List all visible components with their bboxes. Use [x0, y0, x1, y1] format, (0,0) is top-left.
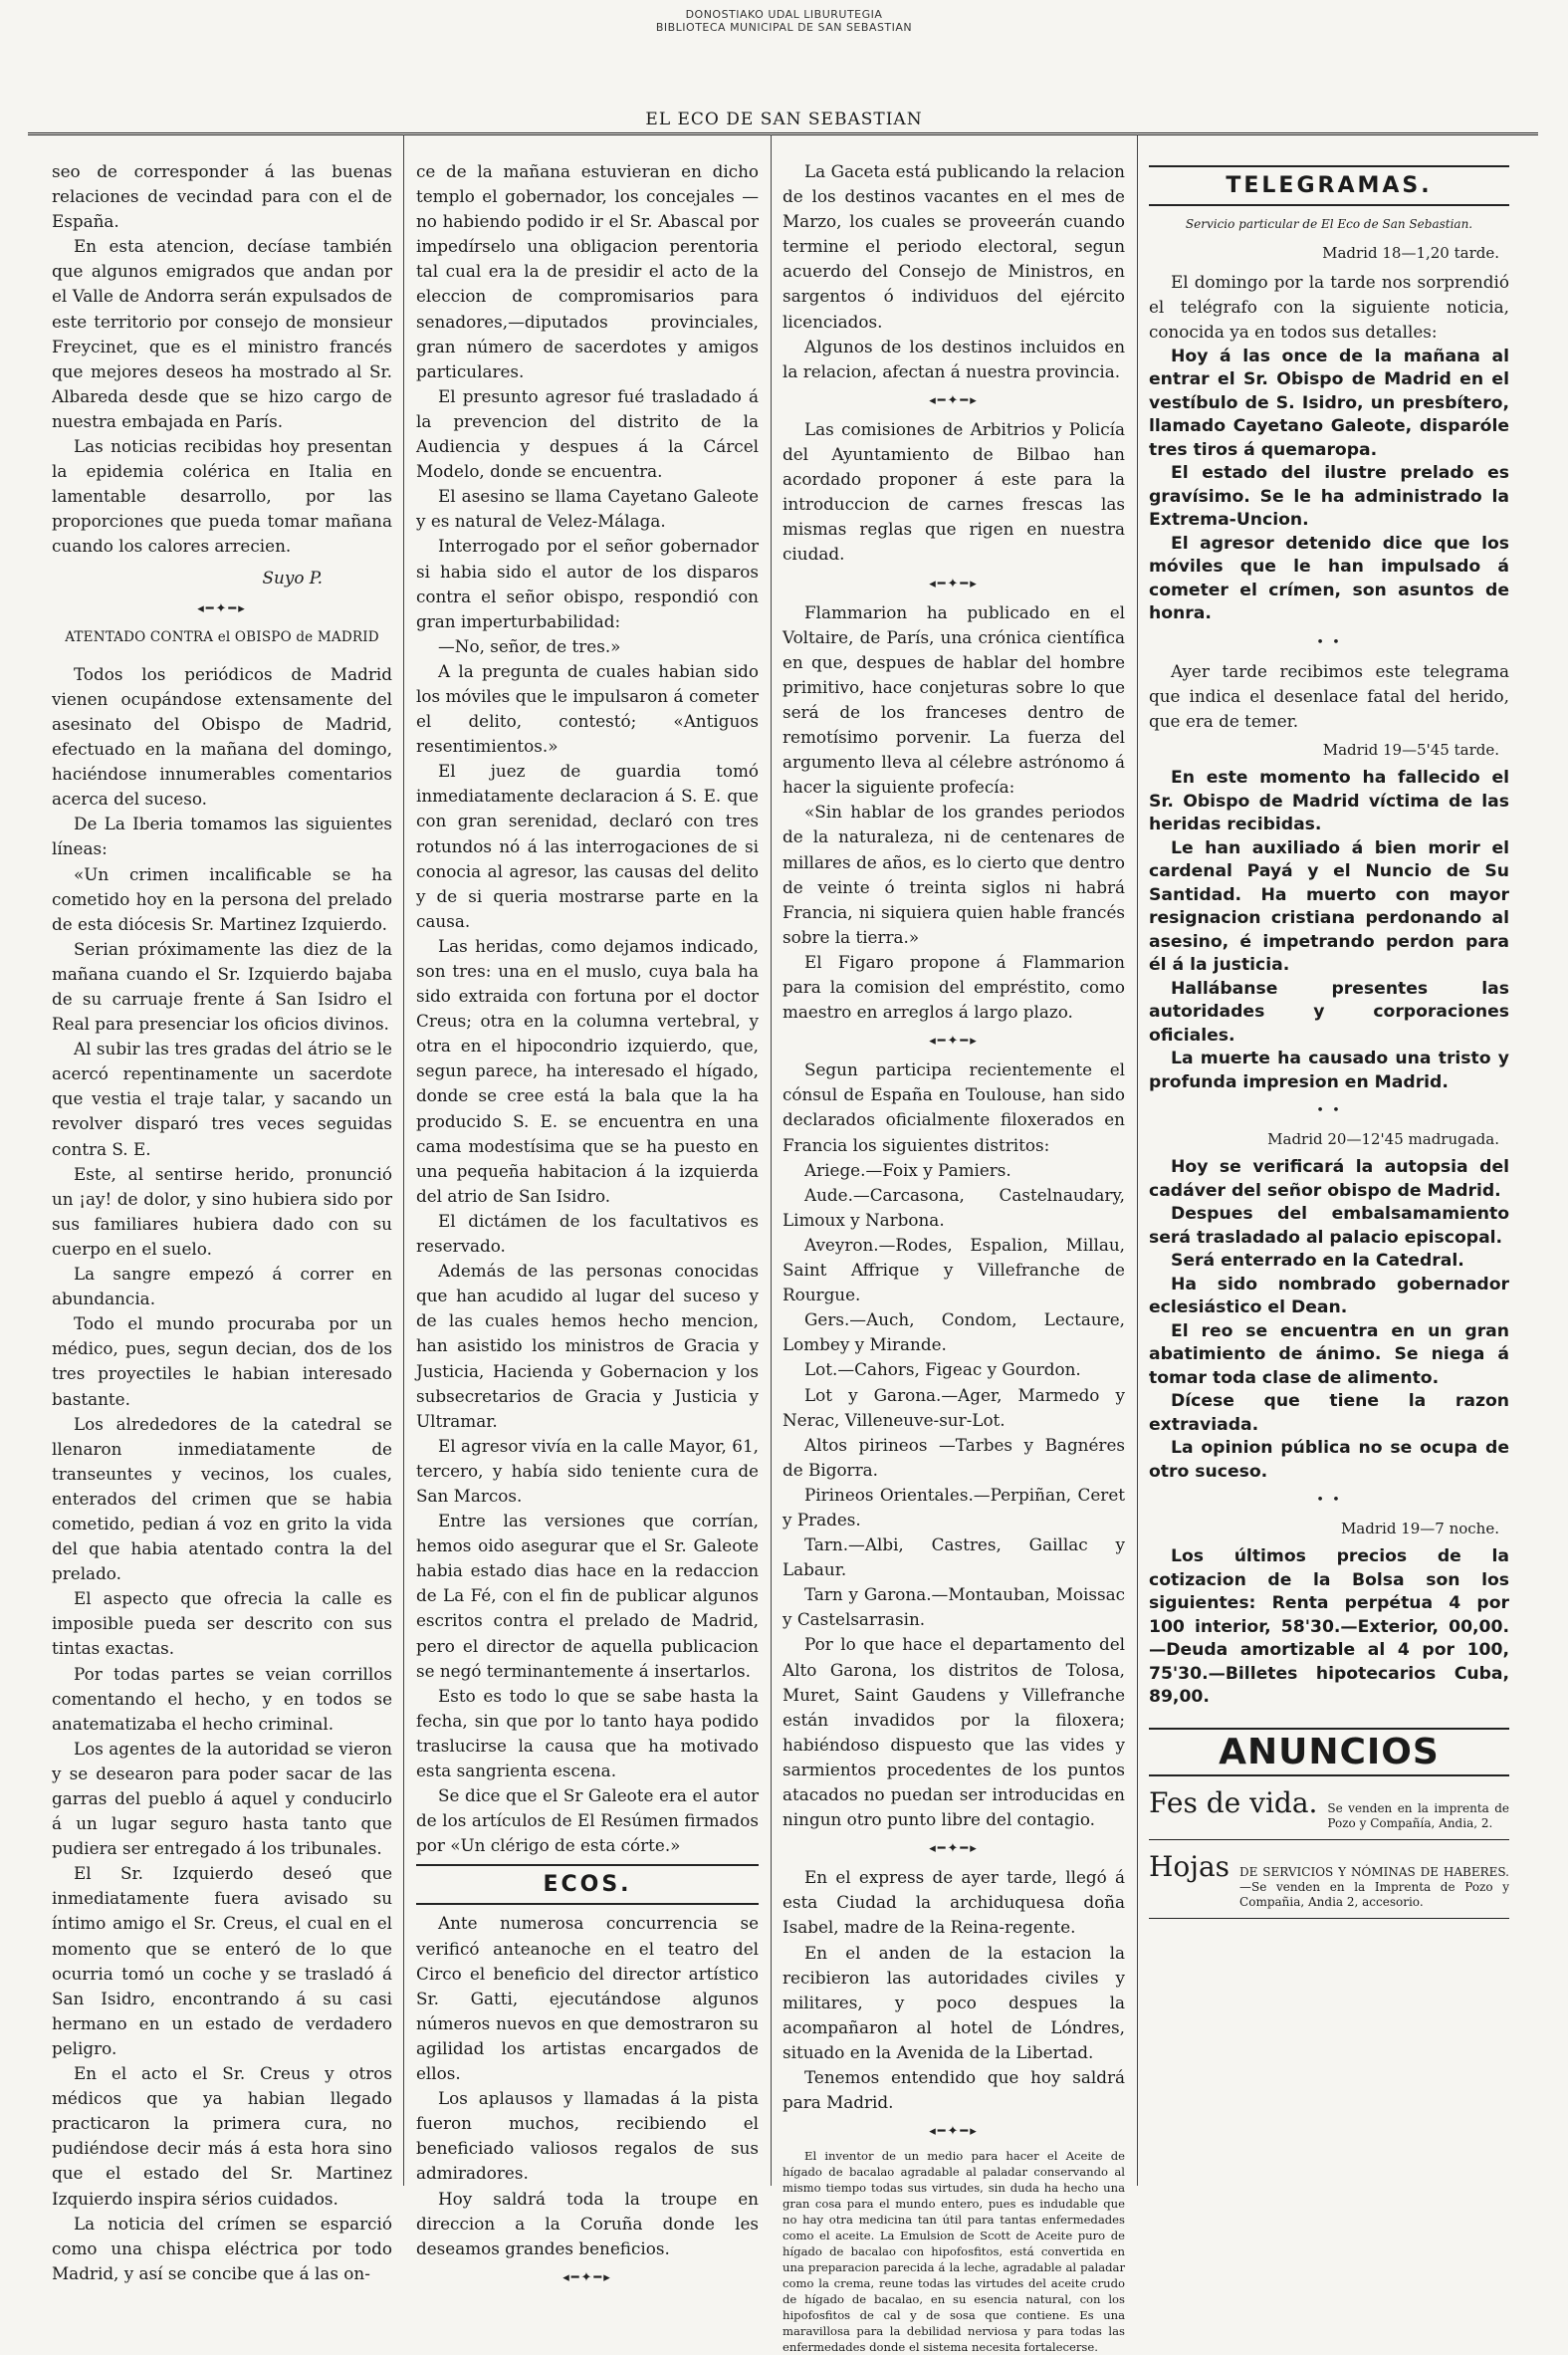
article-headline: ATENTADO CONTRA el OBISPO de MADRID: [65, 628, 379, 645]
advertisement: [1149, 1786, 1509, 1840]
paragraph: Tarn.—Albi, Castres, Gaillac y Labaur.: [783, 1534, 1125, 1580]
telegram-text: Le han auxiliado á bien morir el cardenal Payá y el Nuncio de Su Santidad. Ha muerto con mayor resignacion cristiana perdonando al asesino, é impetrando perdon para él á la justicia.: [1149, 837, 1509, 976]
stamp-line-2: BIBLIOTECA MUNICIPAL DE SAN SEBASTIAN: [655, 21, 913, 34]
stamp-line-1: DONOSTIAKO UDAL LIBURUTEGIA: [685, 8, 883, 21]
paragraph: Todo el mundo procuraba por un médico, pues, segun decian, dos de los tres proyectiles le habian interesado bastante.: [52, 1313, 392, 1409]
dateline: Madrid 18—1,20 tarde.: [1322, 244, 1499, 263]
paragraph: Interrogado por el señor gobernador si habia sido el autor de los disparos contra el señor obispo, respondió con gran imperturbabilidad:: [416, 536, 759, 631]
paragraph: El presunto agresor fué trasladado á la prevencion del distrito de la Audiencia y despues á la Cárcel Modelo, donde se encuentra.: [416, 385, 759, 482]
paragraph: En esta atencion, decíase también que algunos emigrados que andan por el Valle de Andorra serán expulsados de este territorio por consejo de monsieur Freycinet, que es el ministro francés que mejores deseos ha mostrado al Sr. Albareda desde que se hizo cargo de nuestra embajada en París.: [52, 236, 392, 431]
telegram-text: Hallábanse presentes las autoridades y corporaciones oficiales.: [1149, 978, 1509, 1046]
paragraph: Algunos de los destinos incluidos en la relacion, afectan á nuestra provincia.: [783, 336, 1125, 381]
paragraph: El dictámen de los facultativos es reservado.: [416, 1210, 759, 1257]
telegram-text: Hoy á las once de la mañana al entrar el Sr. Obispo de Madrid en el vestíbulo de S. Isidro, un presbítero, llamado Cayetano Galeote, disparóle tres tiros á quemaropa.: [1149, 346, 1509, 460]
section-heading-anuncios: ANUNCIOS: [1149, 1728, 1509, 1776]
column-divider: [1137, 134, 1138, 2186]
paragraph: «Un crimen incalificable se ha cometido hoy en la persona del prelado de esta diócesis Sr. Martinez Izquierdo.: [52, 863, 392, 934]
paragraph: A la pregunta de cuales habian sido los móviles que le impulsaron á cometer el delito, contestó; «Antiguos resentimientos.»: [416, 660, 759, 757]
column-divider: [771, 134, 772, 2186]
paragraph: Segun participa recientemente el cónsul de España en Toulouse, han sido declarados oficialmente filoxerados en Francia los siguientes distritos:: [783, 1060, 1125, 1155]
ornament-divider: ◂━✦━▸: [929, 576, 979, 591]
paragraph: El aspecto que ofrecia la calle es imposible pueda ser descrito con sus tintas exactas.: [52, 1588, 392, 1659]
paragraph: El Figaro propone á Flammarion para la comision del empréstito, como maestro en arreglos á largo plazo.: [783, 951, 1125, 1023]
paragraph: El juez de guardia tomó inmediatamente declaracion á S. E. que con gran serenidad, declaró con tres rotundos nó á las interrogaciones de si conocia al agresor, las causas del delito y de si queria mostrarse parte en la causa.: [416, 761, 759, 931]
telegram-text: Ha sido nombrado gobernador eclesiástico el Dean.: [1149, 1274, 1509, 1318]
paragraph: Aveyron.—Rodes, Espalion, Millau, Saint Affrique y Villefranche de Rourgue.: [783, 1234, 1125, 1305]
paragraph: El asesino se llama Cayetano Galeote y es natural de Velez-Málaga.: [416, 486, 759, 532]
telegram-text: Hoy se verificará la autopsia del cadáver del señor obispo de Madrid.: [1149, 1157, 1509, 1201]
column-divider: [403, 134, 404, 2186]
paragraph: La Gaceta está publicando la relacion de los destinos vacantes en el mes de Marzo, los cuales se proveerán cuando termine el periodo electoral, segun acuerdo del Consejo de Ministros, en sargentos ó individuos del ejército licenciados.: [783, 161, 1125, 332]
paragraph: Los aplausos y llamadas á la pista fueron muchos, recibiendo el beneficiado valiosos regalos de sus admiradores.: [416, 2088, 759, 2184]
bolsa-quotes: Los últimos precios de la cotizacion de la Bolsa son los siguientes: Renta perpétua 4 por 100 interior, 58'30.—Exterior, 00,00.—Deuda amortizable al 4 por 100, 75'30.—Billetes hipotecarios Cuba, 89,00.: [1149, 1546, 1509, 1708]
paragraph: Las comisiones de Arbitrios y Policía del Ayuntamiento de Bilbao han acordado proponer á este para la introduccion de carnes frescas las mismas reglas que rigen en nuestra ciudad.: [783, 418, 1125, 565]
telegram-text: Será enterrado en la Catedral.: [1171, 1251, 1464, 1272]
dateline: Madrid 19—5'45 tarde.: [1322, 740, 1499, 759]
paragraph: Por todas partes se veian corrillos comentando el hecho, y en todos se anatematizaba el hecho criminal.: [52, 1663, 392, 1734]
ornament-divider: ◂━✦━▸: [929, 392, 979, 408]
ornament-divider: • •: [1316, 634, 1342, 650]
ornament-divider: ◂━✦━▸: [197, 600, 247, 616]
paragraph: Los alrededores de la catedral se llenaron inmediatamente de transeuntes y vecinos, los cuales, enterados del crimen que se habia cometido, pedian á voz en grito la vida del que habia atentado contra la del prelado.: [52, 1413, 392, 1584]
dateline: Madrid 20—12'45 madrugada.: [1267, 1130, 1499, 1149]
ad-text: Se venden en la imprenta de Pozo y Compañía, Andia, 2.: [1327, 1801, 1509, 1830]
paragraph: Las noticias recibidas hoy presentan la epidemia colérica en Italia en lamentable desarrollo, por las proporciones que pueda tomar mañana cuando los calores arrecien.: [52, 436, 392, 557]
ornament-divider: ◂━✦━▸: [929, 2124, 979, 2140]
ornament-divider: • •: [1316, 1493, 1342, 1509]
paragraph: Gers.—Auch, Condom, Lectaure, Lombey y Mirande.: [783, 1309, 1125, 1355]
ad-title: Hojas: [1149, 1850, 1231, 1883]
column-3: [783, 159, 1125, 2355]
paragraph: Lot.—Cahors, Figeac y Gourdon.: [804, 1359, 1081, 1380]
paragraph: seo de corresponder á las buenas relaciones de vecindad para con el de España.: [52, 161, 392, 232]
paragraph: Pirineos Orientales.—Perpiñan, Ceret y Prades.: [783, 1484, 1125, 1530]
paragraph: Aude.—Carcasona, Castelnaudary, Limoux y Narbona.: [783, 1184, 1125, 1230]
paragraph: En el anden de la estacion la recibieron las autoridades civiles y militares, y poco despues la acompañaron al hotel de Lóndres, situado en la Avenida de la Libertad.: [783, 1942, 1125, 2062]
paragraph: Ayer tarde recibimos este telegrama que indica el desenlace fatal del herido, que era de temer.: [1149, 660, 1509, 731]
paragraph: Los agentes de la autoridad se vieron y se desearon para poder sacar de las garras del pueblo á aquel y conducirlo á un lugar seguro hasta tanto que pudiera ser entregado á los tribunales.: [52, 1738, 392, 1859]
ornament-divider: ◂━✦━▸: [929, 1841, 979, 1857]
ornament-divider: ◂━✦━▸: [929, 1034, 979, 1050]
paragraph: Ante numerosa concurrencia se verificó anteanoche en el teatro del Circo el beneficio del director artístico Sr. Gatti, ejecutándose algunos números nuevos en que demostraron su agilidad los artistas encargados de ellos.: [416, 1913, 759, 2084]
ad-text: DE SERVICIOS Y NÓMINAS DE HABERES.—Se venden en la Imprenta de Pozo y Compañia, Andia 2, accesorio.: [1239, 1865, 1509, 1909]
telegram-text: Despues del embalsamamiento será trasladado al palacio episcopal.: [1149, 1204, 1509, 1248]
paragraph: Además de las personas conocidas que han acudido al lugar del suceso y de las cuales hemos hecho mencion, han asistido los ministros de Gracia y Justicia, Hacienda y Gobernacion y los subsecretarios de Gracia y Justicia y Ultramar.: [416, 1261, 759, 1431]
telegram-text: Dícese que tiene la razon extraviada.: [1149, 1391, 1509, 1435]
paragraph: Por lo que hace el departamento del Alto Garona, los distritos de Tolosa, Muret, Saint Gaudens y Villefranche están invadidos por la filoxera; habiéndoso dispuesto que las vides y sarmientos procedentes de los puntos atacados no puedan ser introducidas en ningun otro punto libre del contagio.: [783, 1634, 1125, 1830]
ornament-divider: • •: [1316, 1103, 1342, 1119]
paragraph: —No, señor, de tres.»: [438, 635, 621, 656]
masthead-rule: [28, 132, 1538, 135]
paragraph: Hoy saldrá toda la troupe en direccion a la Coruña donde les deseamos grandes beneficios.: [416, 2188, 759, 2258]
advertisement: [1149, 1850, 1509, 1919]
paragraph: En el express de ayer tarde, llegó á esta Ciudad la archiduquesa doña Isabel, madre de la Reina-regente.: [783, 1867, 1125, 1938]
telegram-text: La muerte ha causado una tristo y profunda impresion en Madrid.: [1149, 1049, 1509, 1092]
telegram-text: En este momento ha fallecido el Sr. Obispo de Madrid víctima de las heridas recibidas.: [1149, 768, 1509, 835]
paragraph: Flammarion ha publicado en el Voltaire, de París, una crónica científica en que, despues de hablar del hombre primitivo, hace conjeturas sobre lo que será de los franceses dentro de remotísimo porvenir. La fuerza del argumento lleva al célebre astrónomo á hacer la siguiente profecía:: [783, 601, 1125, 798]
paragraph: El agresor vivía en la calle Mayor, 61, tercero, y había sido teniente cura de San Marcos.: [416, 1435, 759, 1506]
section-heading-ecos: ECOS.: [416, 1864, 759, 1905]
column-1: [52, 159, 392, 2283]
telegram-text: La opinion pública no se ocupa de otro suceso.: [1149, 1438, 1509, 1482]
emulsion-notice: El inventor de un medio para hacer el Aceite de hígado de bacalao agradable al paladar conservando al mismo tiempo todas sus virtudes, sin duda ha hecho una gran cosa para el mundo entero, pues es indudable que no hay otra medicina tan útil para tantas enfermedades como el aceite. La Emulsion de Scott de Aceite puro de hígado de bacalao con hipofosfitos, está convertida en una preparacion parecida á la leche, agradable al paladar como la crema, reune todas las virtudes del aceite crudo de hígado de bacalao, en su esencia natural, con los hipofosfitos de cal y de sosa que contiene. Es una maravillosa para la debilidad nerviosa y para todas las enfermedades donde el sistema necesita fortalecerse.: [783, 2149, 1125, 2355]
paragraph: Esto es todo lo que se sabe hasta la fecha, sin que por lo tanto haya podido traslucirse la causa que ha motivado esta sangrienta escena.: [416, 1685, 759, 1780]
paragraph: El Sr. Izquierdo deseó que inmediatamente fuera avisado su íntimo amigo el Sr. Creus, el cual en el momento que se enteró de lo que ocurria tomó un coche y se trasladó á San Isidro, encontrando á su casi hermano en un estado de verdadero peligro.: [52, 1863, 392, 2058]
paragraph: Se dice que el Sr Galeote era el autor de los artículos de El Resúmen firmados por «Un clérigo de esta córte.»: [416, 1785, 759, 1856]
column-2: [416, 159, 759, 2285]
paragraph: El domingo por la tarde nos sorprendió el telégrafo con la siguiente noticia, conocida ya en todos sus detalles:: [1149, 272, 1509, 343]
paragraph: Tarn y Garona.—Montauban, Moissac y Castelsarrasin.: [783, 1584, 1125, 1630]
column-4: [1149, 159, 1509, 2191]
masthead: EL ECO DE SAN SEBASTIAN: [645, 110, 923, 129]
ornament-divider: ◂━✦━▸: [562, 2269, 612, 2285]
telegram-text: El agresor detenido dice que los móviles que le han impulsado á cometer el crímen, son asuntos de honra.: [1149, 533, 1509, 624]
telegram-text: El reo se encuentra en un gran abatimiento de ánimo. Se niega á tomar toda clase de alimento.: [1149, 1320, 1509, 1388]
section-heading-telegramas: TELEGRAMAS.: [1149, 165, 1509, 206]
paragraph: La noticia del crímen se esparció como una chispa eléctrica por todo Madrid, y así se concibe que á las on-: [52, 2213, 392, 2283]
paragraph: Las heridas, como dejamos indicado, son tres: una en el muslo, cuya bala ha sido extraida con fortuna por el doctor Creus; otra en la columna vertebral, y otra en el hipocondrio izquierdo, que, segun parece, ha interesado el hígado, donde se cree está la bala que la ha producido S. E. se encuentra en una cama modestísima que se ha puesto en una pequeña habitacion á la izquierda del atrio de San Isidro.: [416, 935, 759, 1206]
paragraph: Entre las versiones que corrían, hemos oido asegurar que el Sr. Galeote habia estado dias hace en la redaccion de La Fé, con el fin de publicar algunos escritos contra el prelado de Madrid, pero el director de aquella publicacion se negó terminantemente á insertarlos.: [416, 1511, 759, 1681]
paragraph: En el acto el Sr. Creus y otros médicos que ya habian llegado practicaron la primera cura, no pudiéndose decir más á esta hora sino que el estado del Sr. Martinez Izquierdo inspira sérios cuidados.: [52, 2063, 392, 2209]
paragraph: ce de la mañana estuvieran en dicho templo el gobernador, los concejales —no habiendo podido ir el Sr. Abascal por impedírselo una obligacion perentoria tal cual era la de presidir el acto de la eleccion de compromisarios para senadores,—diputados provinciales, gran número de sacerdotes y amigos particulares.: [416, 161, 759, 381]
paragraph: De La Iberia tomamos las siguientes líneas:: [52, 814, 392, 859]
signature: Suyo P.: [262, 567, 323, 588]
paragraph: Al subir las tres gradas del átrio se le acercó repentinamente un sacerdote que vestia el traje talar, y sacando un revolver disparó tres veces seguidas contra S. E.: [52, 1039, 392, 1159]
paragraph: Altos pirineos —Tarbes y Bagnéres de Bigorra.: [783, 1434, 1125, 1480]
paragraph: La sangre empezó á correr en abundancia.: [52, 1264, 392, 1309]
paragraph: Lot y Garona.—Ager, Marmedo y Nerac, Villeneuve-sur-Lot.: [783, 1384, 1125, 1430]
paragraph: Tenemos entendido que hoy saldrá para Madrid.: [783, 2067, 1125, 2113]
paragraph: Serian próximamente las diez de la mañana cuando el Sr. Izquierdo bajaba de su carruaje frente á San Isidro el Real para presenciar los oficios divinos.: [52, 938, 392, 1035]
service-credit: Servicio particular de El Eco de San Sebastian.: [1185, 217, 1473, 232]
paragraph: Este, al sentirse herido, pronunció un ¡ay! de dolor, y sino hubiera sido por sus familiares hubiera dado con su cuerpo en el suelo.: [52, 1163, 392, 1259]
paragraph: Ariege.—Foix y Pamiers.: [804, 1159, 1011, 1180]
paragraph: Todos los periódicos de Madrid vienen ocupándose extensamente del asesinato del Obispo de Madrid, efectuado en la mañana del domingo, haciéndose innumerables comentarios acerca del suceso.: [52, 663, 392, 810]
telegram-text: El estado del ilustre prelado es gravísimo. Se le ha administrado la Extrema-Uncion.: [1149, 463, 1509, 531]
library-stamp: [0, 8, 1568, 34]
ad-title: Fes de vida.: [1149, 1786, 1318, 1819]
dateline: Madrid 19—7 noche.: [1340, 1520, 1499, 1538]
paragraph: «Sin hablar de los grandes periodos de la naturaleza, ni de centenares de millares de años, es lo cierto que dentro de veinte ó treinta siglos ni habrá Francia, ni siquiera quien hable francés sobre la tierra.»: [783, 802, 1125, 947]
